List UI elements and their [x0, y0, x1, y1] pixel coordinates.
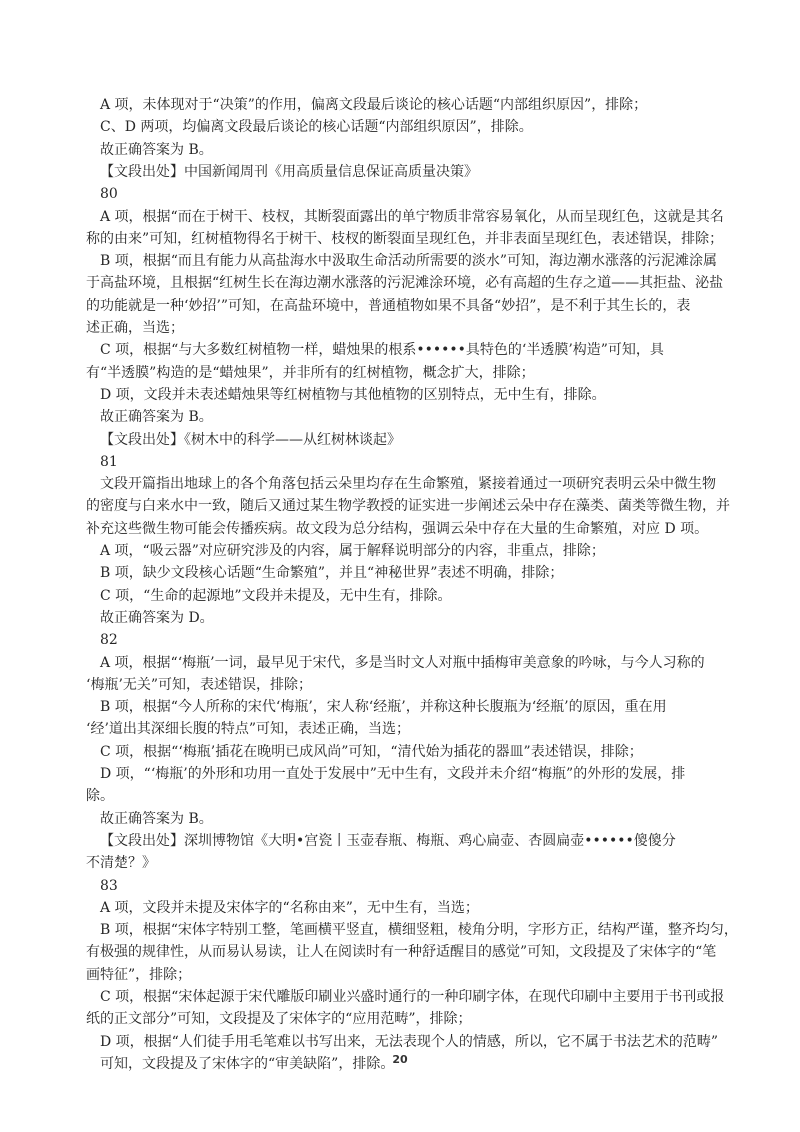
text-line: 文段开篇指出地球上的各个角落包括云朵里均存在生命繁殖，紧接着通过一项研究表明云朵中微生物 [100, 476, 716, 493]
text-line: B 项，根据“今人所称的宋代‘梅瓶’，宋人称‘经瓶’，并称这种长腹瓶为‘经瓶’的原因，重在用 [100, 699, 667, 716]
text-line: 纸的正文部分”可知，文段提及了宋体字的“应用范畴”，排除； [86, 1011, 472, 1028]
text-line: B 项，缺少文段核心话题“生命繁殖”，并且“神秘世界”表述不明确，排除； [100, 565, 564, 582]
text-line: C 项，根据“‘梅瓶’插花在晚明已成风尚”可知，“清代始为插花的器皿”表述错误，排除； [100, 743, 643, 760]
text-line: A 项，根据“而在于树干、枝杈，其断裂面露出的单宁物质非常容易氧化，从而呈现红色，这就是其名 [100, 208, 724, 225]
text-line: 的功能就是一种‘妙招’”可知，在高盐环境中，普通植物如果不具备“妙招”，是不利于其生长的，表 [86, 297, 691, 314]
text-line: 有极强的规律性，从而易认易读，让人在阅读时有一种舒适醒目的感觉”可知，文段提及了宋体字的“笔 [86, 944, 717, 961]
text-line: C、D 两项，均偏离文段最后谈论的核心话题“内部组织原因”，排除。 [100, 119, 533, 136]
text-line: 83 [100, 877, 118, 894]
text-line: 除。 [86, 788, 114, 805]
text-line: B 项，根据“而且有能力从高盐海水中汲取生命活动所需要的淡水”可知，海边潮水涨落的污泥滩涂属 [100, 253, 718, 270]
text-line: 于高盐环境，且根据“红树生长在海边潮水涨落的污泥滩涂环境，必有高超的生存之道——其拒盐、泌盐 [86, 275, 724, 292]
text-line: C 项，根据“与大多数红树植物一样，蜡烛果的根系••••••具特色的‘半透膜’构造”可知，具 [100, 342, 664, 359]
text-line: 的密度与白来水中一致，随后又通过某生物学教授的证实进一步阐述云朵中存在藻类、菌类等微生物，并 [86, 498, 730, 515]
text-line: A 项，文段并未提及宋体字的“名称由来”，无中生有，当选； [100, 899, 479, 916]
text-line: A 项，根据“‘梅瓶’一词，最早见于宋代，多是当时文人对瓶中插梅审美意象的吟咏，与今人习称的 [100, 654, 705, 671]
text-line: 称的由来”可知，红树植物得名于树干、枝杈的断裂面呈现红色，并非表面呈现红色，表述错误，排除； [86, 230, 724, 247]
text-line: 有“半透膜”构造的是“蜡烛果”，并非所有的红树植物，概念扩大，排除； [86, 364, 535, 381]
text-line: 80 [100, 186, 118, 203]
text-line: C 项，“生命的起源地”文段并未提及，无中生有，排除。 [100, 587, 452, 604]
text-line: D 项，文段并未表述蜡烛果等红树植物与其他植物的区别特点，无中生有，排除。 [100, 386, 606, 403]
text-line: C 项，根据“宋体起源于宋代雕版印刷业兴盛时通行的一种印刷字体，在现代印刷中主要用于书刊或报 [100, 989, 725, 1005]
text-line: D 项，根据“人们徒手用毛笔难以书写出来，无法表现个人的情感，所以，它不属于书法艺术的范畴” [100, 1033, 718, 1050]
text-line: ‘经’道出其深细长腹的特点”可知，表述正确，当选； [86, 721, 411, 738]
text-line: 述正确，当选； [86, 320, 184, 336]
text-line: 故正确答案为 B。 [100, 810, 213, 827]
text-line: 不清楚？》 [86, 855, 156, 872]
text-line: ‘梅瓶’无关”可知，表述错误，排除； [86, 676, 313, 693]
text-line: 【文段出处】深圳博物馆《大明•宫瓷丨玉壶春瓶、梅瓶、鸡心扁壶、杏圆扁壶••••••傻傻分 [100, 832, 676, 849]
text-line: 故正确答案为 B。 [100, 409, 213, 426]
text-line: D 项，“‘梅瓶’的外形和功用一直处于发展中”无中生有，文段并未介绍“梅瓶”的外形的发展，排 [100, 766, 686, 782]
text-line: 画特征”，排除； [86, 966, 192, 983]
text-line: 【文段出处】《树木中的科学——从红树林谈起》 [100, 431, 401, 448]
text-line: 可知，文段提及了宋体字的“审美缺陷”，排除。 [100, 1055, 395, 1072]
text-line: 故正确答案为 B。 [100, 141, 213, 158]
text-line: 82 [100, 632, 118, 649]
text-line: 81 [100, 453, 118, 470]
text-line: 补充这些微生物可能会传播疾病。故文段为总分结构，强调云朵中存在大量的生命繁殖，对应 D 项。 [86, 520, 709, 537]
text-line: B 项，根据“宋体字特别工整，笔画横平竖直，横细竖粗，棱角分明，字形方正，结构严谨，整齐均匀， [100, 922, 738, 939]
text-line: 故正确答案为 D。 [100, 609, 214, 626]
text-line: A 项，“吸云器”对应研究涉及的内容，属于解释说明部分的内容，非重点，排除； [100, 543, 605, 559]
text-line: A 项，未体现对于“决策”的作用，偏离文段最后谈论的核心话题“内部组织原因”，排除； [100, 97, 648, 113]
text-line: 【文段出处】中国新闻周刊《用高质量信息保证高质量决策》 [100, 163, 478, 180]
page-number: 20 [392, 1053, 408, 1066]
